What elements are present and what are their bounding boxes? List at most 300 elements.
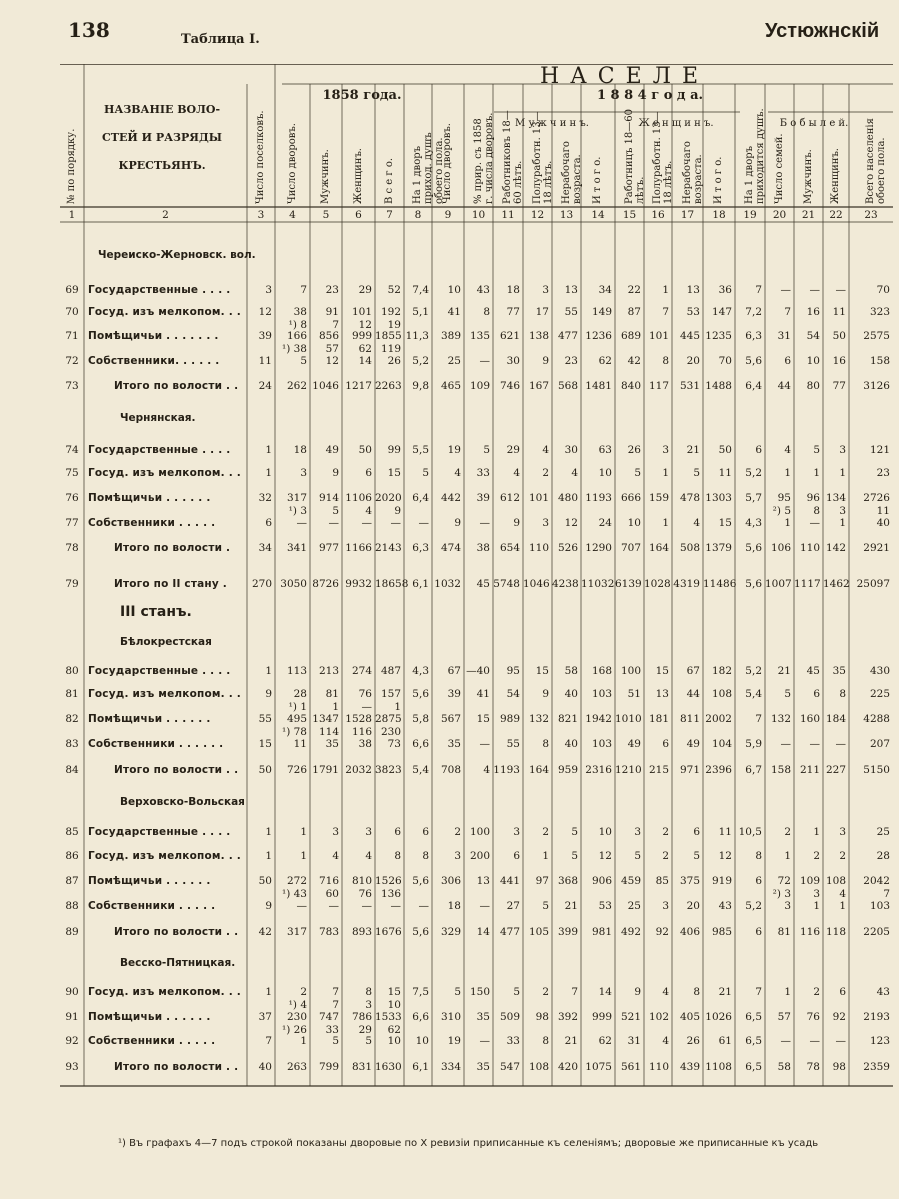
section-verkhovsko: Верховско-Вольская	[120, 796, 245, 808]
table-cell: 11032	[581, 578, 615, 590]
row-number: 80	[65, 665, 79, 677]
table-cell: 5,2	[745, 665, 762, 677]
table-cell: 1	[662, 517, 669, 529]
table-cell: 3126	[863, 380, 890, 392]
table-cell: 15	[535, 665, 549, 677]
table-cell: 23	[876, 467, 890, 479]
table-cell: 34	[598, 284, 612, 296]
table-cell: 4	[662, 1035, 669, 1047]
table-cell: 6,4	[412, 492, 429, 504]
table-cell: 959	[557, 764, 578, 776]
row-number: 84	[65, 764, 79, 776]
row-label: Государственные . . . .	[88, 444, 231, 456]
table-cell: 57	[325, 343, 339, 355]
table-cell: 5	[300, 355, 307, 367]
column-number: 22	[829, 209, 843, 221]
table-cell: 21	[686, 444, 700, 456]
table-cell: 1	[784, 517, 791, 529]
row-label: Государственные . . . .	[88, 826, 231, 838]
table-cell: 4238	[552, 578, 579, 590]
section-vessko: Весско-Пятницкая.	[120, 957, 236, 969]
table-cell: 40	[258, 1061, 272, 1073]
column-number: 10	[471, 209, 486, 221]
table-cell: 18	[506, 284, 520, 296]
table-cell: 262	[286, 380, 307, 392]
table-cell: —	[361, 900, 372, 912]
table-cell: 55	[258, 713, 272, 725]
table-cell: 621	[499, 330, 520, 342]
table-cell: 17	[535, 306, 549, 318]
table-cell: 480	[557, 492, 578, 504]
table-cell: 60	[325, 888, 339, 900]
table-cell: 1046	[312, 380, 339, 392]
table-cell: 81	[325, 688, 339, 700]
table-cell: 2	[839, 850, 846, 862]
table-cell: 53	[686, 306, 700, 318]
table-cell: 35	[447, 738, 461, 750]
table-cell: 70	[718, 355, 732, 367]
table-cell: 1	[394, 701, 401, 713]
table-cell: 368	[557, 875, 578, 887]
header-text-c4: Число дворовъ.	[286, 123, 298, 204]
table-cell: 1117	[794, 578, 821, 590]
table-cell: 2	[662, 850, 669, 862]
year-1858: 1858 года.	[322, 88, 402, 103]
table-cell: 5,6	[412, 926, 429, 938]
table-cell: 55	[564, 306, 578, 318]
table-cell: 35	[476, 1011, 490, 1023]
table-cell: 5,7	[745, 492, 762, 504]
row-number: 71	[65, 330, 79, 342]
table-cell: 1	[813, 467, 820, 479]
table-cell: 666	[620, 492, 641, 504]
table-cell: 5,5	[412, 444, 429, 456]
row-label: Госуд. изъ мелкопом. . .	[88, 306, 241, 318]
table-cell: 919	[711, 875, 732, 887]
table-cell: 5,2	[412, 355, 429, 367]
table-cell: 531	[679, 380, 700, 392]
table-cell: 1379	[705, 542, 732, 554]
table-cell: 989	[499, 713, 520, 725]
table-cell: 2	[454, 826, 461, 838]
table-cell: 92	[655, 926, 669, 938]
table-cell: 109	[799, 875, 820, 887]
table-cell: 8	[365, 986, 372, 998]
table-cell: 8726	[312, 578, 339, 590]
table-cell: 1	[662, 284, 669, 296]
row-number: 78	[65, 542, 79, 554]
table-cell: —	[296, 517, 307, 529]
table-cell: 6	[755, 875, 762, 887]
table-cell: 1	[265, 467, 272, 479]
header-text-c23: Всего населенія обоего пола.	[865, 118, 887, 204]
row-number: 88	[65, 900, 79, 912]
table-cell: 6	[394, 826, 401, 838]
table-cell: 9	[542, 688, 549, 700]
table-cell: 1	[662, 467, 669, 479]
row-label: Госуд. изъ мелкопом. . .	[88, 986, 241, 998]
column-number: 16	[651, 209, 665, 221]
table-cell: 136	[380, 888, 401, 900]
table-cell: 18	[293, 444, 307, 456]
header-text-c21: Мужчинъ.	[802, 149, 814, 204]
table-cell: 2042	[863, 875, 890, 887]
table-cell: 43	[718, 900, 732, 912]
table-cell: 119	[380, 343, 401, 355]
table-cell: 15	[387, 467, 401, 479]
table-cell: 147	[711, 306, 732, 318]
table-cell: 3	[365, 826, 372, 838]
table-cell: 16	[806, 306, 820, 318]
table-cell: 5,6	[745, 542, 762, 554]
table-cell: 2875	[375, 713, 402, 725]
table-cell: 31	[627, 1035, 641, 1047]
table-cell: 61	[718, 1035, 732, 1047]
table-cell: 44	[777, 380, 791, 392]
table-cell: 4	[662, 986, 669, 998]
table-cell: ²) 5	[772, 505, 791, 517]
table-cell: 6	[755, 444, 762, 456]
table-cell: —	[361, 517, 372, 529]
table-cell: 76	[806, 1011, 820, 1023]
table-cell: 441	[499, 875, 520, 887]
table-cell: 5	[571, 850, 578, 862]
table-cell: 1217	[345, 380, 372, 392]
table-cell: 317	[286, 926, 307, 938]
table-cell: 30	[564, 444, 578, 456]
table-cell: 1106	[345, 492, 372, 504]
table-cell: 213	[318, 665, 339, 677]
table-cell: 420	[557, 1061, 578, 1073]
row-number: 82	[65, 713, 79, 725]
table-label: Таблица I.	[181, 32, 260, 47]
population-table	[60, 64, 893, 1104]
table-cell: 1855	[375, 330, 402, 342]
table-cell: 13	[686, 284, 700, 296]
table-cell: 11	[832, 306, 846, 318]
table-cell: 2	[542, 826, 549, 838]
table-cell: 8	[422, 850, 429, 862]
header-text-c5: Мужчинъ.	[320, 149, 331, 204]
table-cell: 567	[440, 713, 461, 725]
table-cell: 78	[806, 1061, 820, 1073]
table-cell: 4	[784, 444, 791, 456]
table-cell: 1166	[345, 542, 372, 554]
table-cell: 1007	[765, 578, 792, 590]
table-cell: 310	[440, 1011, 461, 1023]
header-text-c20: Число семей.	[773, 133, 785, 204]
table-cell: 103	[591, 738, 612, 750]
table-cell: 37	[258, 1011, 272, 1023]
table-cell: 15	[655, 665, 669, 677]
table-cell: 6	[365, 467, 372, 479]
table-cell: 999	[351, 330, 372, 342]
table-cell: 11	[718, 467, 732, 479]
table-cell: 1462	[823, 578, 850, 590]
table-cell: ²) 3	[772, 888, 791, 900]
table-cell: 14	[358, 355, 372, 367]
table-cell: 2	[813, 986, 820, 998]
row-label: Помѣщичьи . . . . . . .	[88, 330, 219, 342]
table-cell: 80	[806, 380, 820, 392]
table-cell: 35	[476, 1061, 490, 1073]
table-cell: 2	[813, 850, 820, 862]
table-cell: —	[479, 738, 490, 750]
table-cell: 1630	[375, 1061, 402, 1073]
table-cell: 654	[499, 542, 520, 554]
table-cell: 55	[506, 738, 520, 750]
table-cell: 150	[469, 986, 490, 998]
table-cell: 138	[528, 330, 549, 342]
table-cell: 62	[598, 1035, 612, 1047]
table-cell: 1528	[345, 713, 372, 725]
table-cell: 70	[876, 284, 890, 296]
table-cell: 149	[591, 306, 612, 318]
table-cell: ¹) 8	[288, 319, 307, 331]
table-cell: 28	[293, 688, 307, 700]
table-cell: 3	[265, 284, 272, 296]
row-number: 92	[65, 1035, 79, 1047]
row-label: Государственные . . . .	[88, 665, 231, 677]
table-cell: 6,4	[745, 380, 762, 392]
table-cell: 6139	[615, 578, 642, 590]
page-number: 138	[68, 18, 110, 42]
table-cell: 121	[869, 444, 890, 456]
table-cell: 508	[679, 542, 700, 554]
table-cell: 2143	[375, 542, 402, 554]
header-text-c22: Женщинъ.	[830, 148, 841, 204]
column-number: 18	[712, 209, 726, 221]
table-cell: 2316	[585, 764, 612, 776]
table-cell: 8	[813, 505, 820, 517]
table-cell: 50	[832, 330, 846, 342]
table-cell: 98	[535, 1011, 549, 1023]
men-header: М у ж ч и н ъ.	[515, 118, 589, 129]
table-cell: 5	[634, 467, 641, 479]
table-cell: 98	[832, 1061, 846, 1073]
table-cell: ¹) 43	[281, 888, 307, 900]
table-cell: 11,3	[405, 330, 429, 342]
table-cell: —40	[466, 665, 490, 677]
row-number: 90	[65, 986, 79, 998]
header-text-col1: № по порядку.	[66, 128, 77, 204]
table-cell: 7	[300, 284, 307, 296]
table-cell: 2	[542, 986, 549, 998]
table-cell: 8	[483, 306, 490, 318]
table-cell: 7	[662, 306, 669, 318]
table-cell: 25097	[856, 578, 890, 590]
table-cell: 1026	[705, 1011, 732, 1023]
table-cell: 9	[513, 517, 520, 529]
table-cell: 34	[258, 542, 272, 554]
table-cell: —	[835, 738, 846, 750]
table-cell: 977	[318, 542, 339, 554]
table-cell: 1	[813, 826, 820, 838]
table-cell: 4	[571, 467, 578, 479]
table-cell: 7,2	[745, 306, 762, 318]
table-cell: 100	[620, 665, 641, 677]
table-cell: 6	[693, 826, 700, 838]
table-cell: 707	[620, 542, 641, 554]
table-cell: 521	[620, 1011, 641, 1023]
table-cell: 9	[542, 355, 549, 367]
table-cell: 7	[571, 986, 578, 998]
row-label: Госуд. изъ мелкопом. . .	[88, 467, 241, 479]
table-cell: 24	[598, 517, 612, 529]
table-cell: 1	[300, 1035, 307, 1047]
table-cell: 487	[380, 665, 401, 677]
name-header: НАЗВАНІЕ ВОЛО-СТЕЙ И РАЗРЯДЫ КРЕСТЬЯНЪ.	[102, 103, 222, 172]
table-cell: 708	[440, 764, 461, 776]
table-cell: 106	[770, 542, 791, 554]
row-label: Помѣщичьи . . . . . .	[88, 1011, 211, 1023]
table-cell: 7,5	[412, 986, 429, 998]
table-cell: 8	[394, 850, 401, 862]
table-cell: 8	[542, 738, 549, 750]
header-text-c7: В с е г о.	[383, 157, 395, 204]
table-cell: 786	[351, 1011, 372, 1023]
table-cell: 811	[679, 713, 700, 725]
table-cell: 561	[620, 1061, 641, 1073]
table-cell: 110	[648, 1061, 669, 1073]
table-cell: 157	[380, 688, 401, 700]
table-cell: 12	[564, 517, 578, 529]
table-cell: 134	[825, 492, 846, 504]
table-cell: 96	[806, 492, 820, 504]
column-number: 13	[559, 209, 574, 221]
table-cell: 116	[799, 926, 820, 938]
table-cell: 1	[784, 850, 791, 862]
table-cell: 160	[799, 713, 820, 725]
header-text-c6: Женщинъ.	[352, 148, 364, 204]
row-number: 69	[65, 284, 79, 296]
table-cell: 4	[542, 444, 549, 456]
table-cell: 23	[325, 284, 339, 296]
table-cell: 2193	[863, 1011, 890, 1023]
table-cell: 526	[557, 542, 578, 554]
table-cell: —	[479, 900, 490, 912]
table-cell: 5	[693, 850, 700, 862]
column-number: 17	[680, 209, 695, 221]
table-cell: 1	[784, 986, 791, 998]
table-cell: 1010	[615, 713, 642, 725]
table-cell: 1676	[375, 926, 402, 938]
table-cell: 167	[528, 380, 549, 392]
table-cell: 1	[265, 665, 272, 677]
table-cell: 36	[718, 284, 732, 296]
table-cell: 6,3	[412, 542, 429, 554]
table-cell: 28	[876, 850, 890, 862]
column-number: 12	[530, 209, 545, 221]
table-cell: 7	[332, 986, 339, 998]
table-cell: —	[780, 738, 791, 750]
table-cell: 405	[679, 1011, 700, 1023]
row-label: Госуд. изъ мелкопом. . .	[88, 688, 241, 700]
table-cell: 399	[557, 926, 578, 938]
section-belokrestskaya: Бѣлокрестская	[120, 636, 212, 648]
table-cell: 1	[839, 467, 846, 479]
table-cell: 3	[662, 900, 669, 912]
table-cell: —	[809, 1035, 820, 1047]
table-cell: 9,8	[412, 380, 429, 392]
table-cell: 63	[598, 444, 612, 456]
row-label: Собственники . . . . .	[88, 517, 216, 529]
table-cell: 29	[358, 284, 372, 296]
table-cell: 12	[358, 319, 372, 331]
header-text-c11: Работниковъ 18—60 лѣтъ.	[502, 110, 524, 204]
column-number: 6	[355, 209, 362, 221]
table-cell: 39	[258, 330, 272, 342]
row-number: 76	[65, 492, 79, 504]
table-cell: 5,6	[745, 355, 762, 367]
table-cell: 12	[325, 355, 339, 367]
table-cell: 6,5	[745, 1061, 762, 1073]
table-cell: 3	[513, 826, 520, 838]
table-cell: 9	[454, 517, 461, 529]
table-cell: 2020	[375, 492, 402, 504]
table-cell: 14	[476, 926, 490, 938]
header-text-c16: Полуработн. 13—18 лѣтъ.	[652, 111, 674, 204]
table-cell: 1028	[644, 578, 671, 590]
table-cell: 19	[387, 319, 401, 331]
table-cell: —	[296, 900, 307, 912]
table-cell: 6,5	[745, 1035, 762, 1047]
table-cell: 26	[686, 1035, 700, 1047]
table-cell: 6,6	[412, 738, 429, 750]
row-number: 83	[65, 738, 79, 750]
table-cell: 200	[469, 850, 490, 862]
table-cell: 118	[825, 926, 846, 938]
row-number: 74	[65, 444, 79, 456]
table-cell: 114	[318, 726, 339, 738]
table-cell: 2	[542, 467, 549, 479]
table-cell: 306	[440, 875, 461, 887]
table-cell: 465	[440, 380, 461, 392]
column-number: 8	[414, 209, 422, 221]
table-cell: 6,6	[412, 1011, 429, 1023]
row-number: 73	[65, 380, 79, 392]
table-cell: 914	[318, 492, 339, 504]
table-cell: 2	[300, 986, 307, 998]
table-cell: 4	[365, 850, 372, 862]
table-cell: 10	[387, 999, 401, 1011]
table-cell: 100	[469, 826, 490, 838]
table-cell: 77	[832, 380, 846, 392]
table-cell: 1108	[705, 1061, 732, 1073]
table-cell: 1	[542, 850, 549, 862]
table-cell: 5,9	[745, 738, 762, 750]
table-cell: 62	[598, 355, 612, 367]
table-cell: 40	[876, 517, 890, 529]
table-cell: 10	[806, 355, 820, 367]
table-cell: 44	[686, 688, 700, 700]
table-cell: 334	[440, 1061, 461, 1073]
table-cell: 38	[476, 542, 490, 554]
table-cell: 42	[627, 355, 641, 367]
column-number: 7	[386, 209, 393, 221]
table-cell: 19	[447, 1035, 461, 1047]
table-cell: 7	[784, 306, 791, 318]
column-number: 23	[864, 209, 878, 221]
row-number: 70	[65, 306, 79, 318]
table-cell: 62	[387, 1024, 401, 1036]
table-cell: 341	[286, 542, 307, 554]
table-cell: 6,1	[412, 1061, 429, 1073]
table-cell: 4	[839, 888, 846, 900]
table-cell: —	[835, 1035, 846, 1047]
table-cell: 52	[387, 284, 401, 296]
table-cell: 97	[535, 875, 549, 887]
